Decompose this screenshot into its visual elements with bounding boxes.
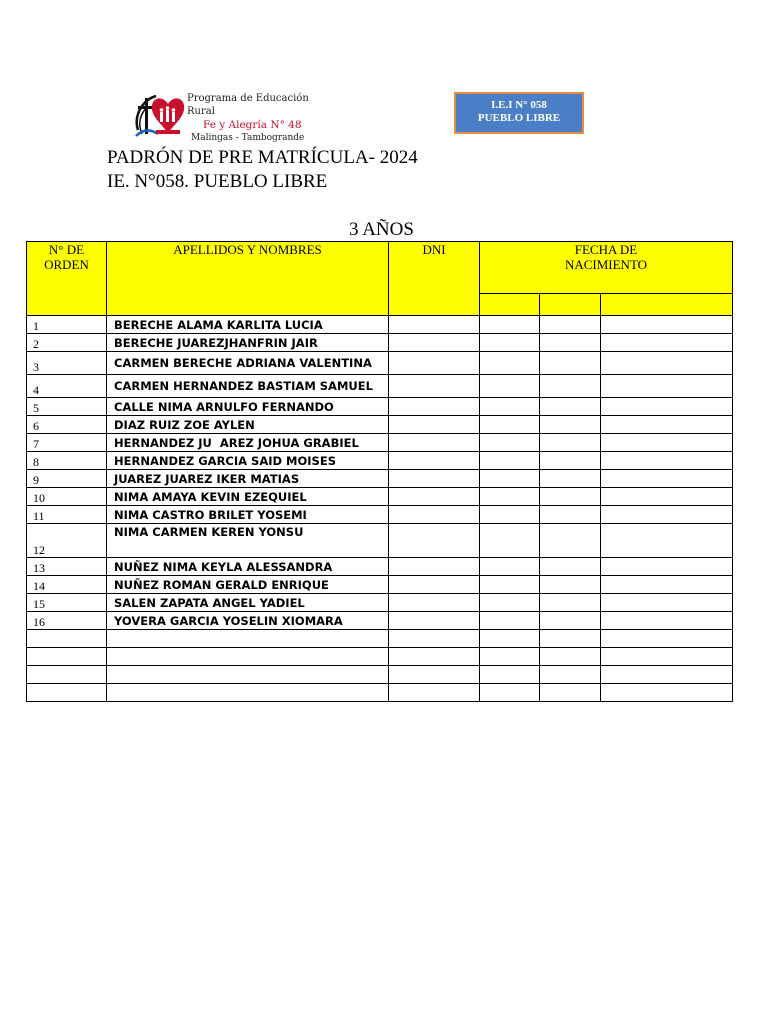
name-cell: BERECHE JUAREZJHANFRIN JAIR: [107, 334, 389, 352]
dni-cell: [389, 398, 480, 416]
birth-day-cell: [480, 594, 540, 612]
order-cell: [27, 666, 107, 684]
table-row: [27, 352, 733, 375]
dni-cell: [389, 666, 480, 684]
enrollment-table: [26, 241, 733, 702]
birth-day-cell: [480, 648, 540, 666]
birth-day-cell: [480, 316, 540, 334]
school-logo: [132, 88, 312, 146]
table-row: [27, 434, 733, 452]
order-cell: 1: [27, 316, 107, 334]
name-cell: [107, 630, 389, 648]
birth-year-cell: [601, 558, 733, 576]
name-cell: NIMA AMAYA KEVIN EZEQUIEL: [107, 488, 389, 506]
order-cell: 14: [27, 576, 107, 594]
name-cell: NIMA CASTRO BRILET YOSEMI: [107, 506, 389, 524]
birth-month-cell: [540, 524, 601, 558]
order-cell: 7: [27, 434, 107, 452]
order-cell: [27, 648, 107, 666]
empty-table-row: [27, 666, 733, 684]
birth-day-cell: [480, 398, 540, 416]
dni-cell: [389, 334, 480, 352]
birth-date-label: FECHA DE NACIMIENTO: [564, 242, 648, 272]
birth-day-cell: [480, 576, 540, 594]
birth-day-cell: [480, 558, 540, 576]
birth-month-cell: [540, 470, 601, 488]
dni-cell: [389, 416, 480, 434]
birth-month-cell: [540, 488, 601, 506]
birth-day-cell: [480, 506, 540, 524]
column-header-day: [480, 294, 540, 316]
birth-year-cell: [601, 352, 733, 375]
dni-cell: [389, 594, 480, 612]
table-row: [27, 506, 733, 524]
table-row: [27, 488, 733, 506]
name-cell: NUÑEZ NIMA KEYLA ALESSANDRA: [107, 558, 389, 576]
order-cell: 6: [27, 416, 107, 434]
dni-cell: [389, 576, 480, 594]
empty-table-row: [27, 648, 733, 666]
column-header-year: [601, 294, 733, 316]
order-cell: [27, 684, 107, 702]
name-cell: [107, 648, 389, 666]
table-row: [27, 558, 733, 576]
order-cell: 11: [27, 506, 107, 524]
table-row: [27, 470, 733, 488]
table-row: [27, 375, 733, 398]
birth-year-cell: [601, 452, 733, 470]
birth-month-cell: [540, 684, 601, 702]
order-cell: 16: [27, 612, 107, 630]
logo-text: [187, 92, 312, 145]
table-row: [27, 316, 733, 334]
birth-month-cell: [540, 666, 601, 684]
name-cell: SALEN ZAPATA ANGEL YADIEL: [107, 594, 389, 612]
age-group-heading: 3 AÑOS: [349, 219, 414, 240]
birth-month-cell: [540, 648, 601, 666]
birth-month-cell: [540, 375, 601, 398]
table-row: [27, 452, 733, 470]
dni-cell: [389, 375, 480, 398]
dni-cell: [389, 630, 480, 648]
table-row: [27, 398, 733, 416]
birth-year-cell: [601, 416, 733, 434]
birth-year-cell: [601, 316, 733, 334]
birth-month-cell: [540, 506, 601, 524]
birth-year-cell: [601, 506, 733, 524]
name-cell: HERNANDEZ JU AREZ JOHUA GRABIEL: [107, 434, 389, 452]
empty-table-row: [27, 630, 733, 648]
birth-day-cell: [480, 666, 540, 684]
birth-month-cell: [540, 576, 601, 594]
column-header-dni: DNI: [389, 242, 480, 316]
dni-cell: [389, 452, 480, 470]
institution-badge-line1: I.E.I N° 058: [491, 99, 547, 111]
table-row: [27, 612, 733, 630]
order-cell: 12: [27, 524, 107, 558]
dni-cell: [389, 352, 480, 375]
birth-day-cell: [480, 452, 540, 470]
birth-month-cell: [540, 416, 601, 434]
table-row: [27, 576, 733, 594]
name-cell: HERNANDEZ GARCIA SAID MOISES: [107, 452, 389, 470]
dni-cell: [389, 612, 480, 630]
dni-cell: [389, 506, 480, 524]
birth-month-cell: [540, 594, 601, 612]
table-row: [27, 524, 733, 558]
column-header-birth-date: [480, 242, 733, 294]
document-subtitle: IE. N°058. PUEBLO LIBRE: [107, 171, 328, 192]
name-cell: JUAREZ JUAREZ IKER MATIAS: [107, 470, 389, 488]
name-cell: CARMEN HERNANDEZ BASTIAM SAMUEL: [107, 375, 389, 398]
birth-day-cell: [480, 375, 540, 398]
institution-badge: [454, 92, 584, 134]
birth-day-cell: [480, 416, 540, 434]
birth-month-cell: [540, 558, 601, 576]
birth-day-cell: [480, 524, 540, 558]
birth-day-cell: [480, 334, 540, 352]
logo-program-name: Programa de Educación Rural: [187, 93, 309, 117]
birth-month-cell: [540, 612, 601, 630]
table-row: [27, 416, 733, 434]
name-cell: CALLE NIMA ARNULFO FERNANDO: [107, 398, 389, 416]
table-row: [27, 594, 733, 612]
institution-badge-line2: PUEBLO LIBRE: [477, 112, 561, 124]
name-cell: YOVERA GARCIA YOSELIN XIOMARA: [107, 612, 389, 630]
birth-day-cell: [480, 488, 540, 506]
dni-cell: [389, 316, 480, 334]
name-cell: BERECHE ALAMA KARLITA LUCIA: [107, 316, 389, 334]
column-header-order: N° DE ORDEN: [27, 242, 107, 316]
birth-year-cell: [601, 334, 733, 352]
birth-day-cell: [480, 630, 540, 648]
birth-month-cell: [540, 334, 601, 352]
order-cell: 15: [27, 594, 107, 612]
fe-y-alegria-logo-icon: [132, 90, 188, 144]
birth-day-cell: [480, 434, 540, 452]
empty-table-row: [27, 684, 733, 702]
birth-day-cell: [480, 352, 540, 375]
order-cell: 9: [27, 470, 107, 488]
birth-year-cell: [601, 684, 733, 702]
document-title: PADRÓN DE PRE MATRÍCULA- 2024: [107, 147, 418, 168]
birth-month-cell: [540, 398, 601, 416]
birth-year-cell: [601, 666, 733, 684]
dni-cell: [389, 434, 480, 452]
name-cell: [107, 666, 389, 684]
dni-cell: [389, 524, 480, 558]
order-cell: 13: [27, 558, 107, 576]
birth-year-cell: [601, 576, 733, 594]
table-header-row: [27, 242, 733, 294]
order-cell: 4: [27, 375, 107, 398]
table-row: [27, 334, 733, 352]
dni-cell: [389, 558, 480, 576]
name-cell: NIMA CARMEN KEREN YONSU: [107, 524, 389, 558]
birth-day-cell: [480, 612, 540, 630]
dni-cell: [389, 470, 480, 488]
birth-year-cell: [601, 648, 733, 666]
dni-cell: [389, 684, 480, 702]
order-cell: 5: [27, 398, 107, 416]
birth-year-cell: [601, 524, 733, 558]
logo-location: Malingas - Tambogrande: [191, 133, 305, 143]
name-cell: DIAZ RUIZ ZOE AYLEN: [107, 416, 389, 434]
birth-year-cell: [601, 630, 733, 648]
table-body: [27, 316, 733, 702]
birth-day-cell: [480, 684, 540, 702]
birth-month-cell: [540, 316, 601, 334]
order-cell: 8: [27, 452, 107, 470]
birth-year-cell: [601, 488, 733, 506]
order-cell: [27, 630, 107, 648]
birth-month-cell: [540, 352, 601, 375]
birth-month-cell: [540, 434, 601, 452]
column-header-month: [540, 294, 601, 316]
order-cell: 2: [27, 334, 107, 352]
birth-year-cell: [601, 434, 733, 452]
birth-year-cell: [601, 594, 733, 612]
birth-year-cell: [601, 398, 733, 416]
logo-school-name: Fe y Alegría N° 48: [203, 119, 302, 131]
column-header-names: APELLIDOS Y NOMBRES: [107, 242, 389, 316]
birth-day-cell: [480, 470, 540, 488]
order-cell: 10: [27, 488, 107, 506]
birth-month-cell: [540, 452, 601, 470]
dni-cell: [389, 648, 480, 666]
order-cell: 3: [27, 352, 107, 375]
birth-year-cell: [601, 375, 733, 398]
name-cell: CARMEN BERECHE ADRIANA VALENTINA: [107, 352, 389, 375]
birth-year-cell: [601, 612, 733, 630]
name-cell: [107, 684, 389, 702]
dni-cell: [389, 488, 480, 506]
name-cell: NUÑEZ ROMAN GERALD ENRIQUE: [107, 576, 389, 594]
birth-month-cell: [540, 630, 601, 648]
birth-year-cell: [601, 470, 733, 488]
